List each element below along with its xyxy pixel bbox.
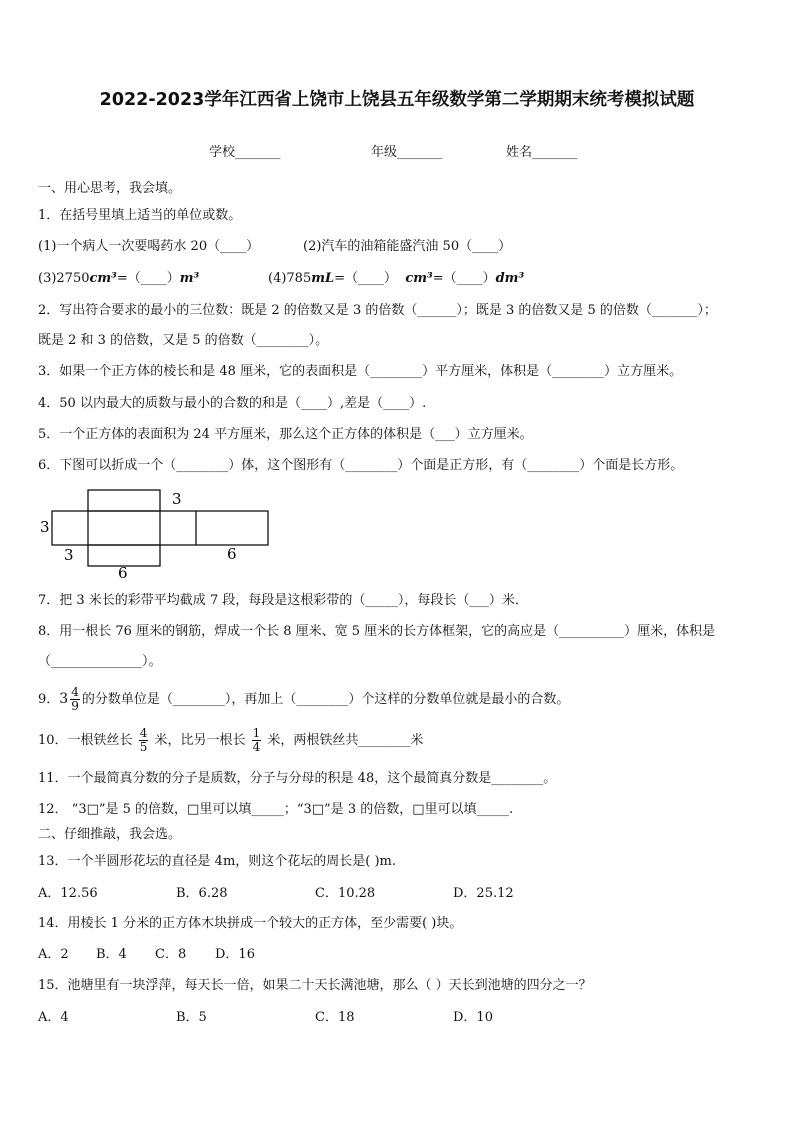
section-1-heading: 一、用心思考，我会填。: [38, 181, 182, 196]
question-1-part-3: (3)2750cm³=（____）m³: [38, 271, 200, 286]
net-label-left: 3: [40, 518, 50, 536]
cuboid-net-diagram: [38, 484, 278, 580]
net-label-bottom-right: 6: [227, 545, 237, 563]
question-13-option-b: B．6.28: [176, 886, 228, 901]
question-15-option-a: A．4: [38, 1010, 69, 1025]
question-1-part-2: (2)汽车的油箱能盛汽油 50（____）: [303, 239, 512, 254]
question-3: 3．如果一个正方体的棱长和是 48 厘米，它的表面积是（________）平方厘米，体积是（________）立方厘米。: [38, 364, 683, 379]
net-label-bottom-left: 3: [64, 546, 74, 564]
question-11: 11．一个最简真分数的分子是质数，分子与分母的积是 48，这个最简真分数是________。: [38, 771, 557, 786]
question-15: 15．池塘里有一块浮萍，每天长一倍，如果二十天长满池塘，那么（ ）天长到池塘的四分之一？: [38, 978, 592, 993]
question-5: 5．一个正方体的表面积为 24 平方厘米，那么这个正方体的体积是（___）立方厘米。: [38, 427, 533, 442]
fraction-1-4: $\frac{1}{4}$: [252, 726, 261, 754]
question-15-option-b: B．5: [176, 1010, 207, 1025]
question-14-option-d: D．16: [215, 947, 255, 962]
question-2-line-1: 2．写出符合要求的最小的三位数：既是 2 的倍数又是 3 的倍数（______）；既是 3 的倍数又是 5 的倍数（_______）；: [38, 303, 717, 318]
question-1: 1．在括号里填上适当的单位或数。: [38, 208, 242, 223]
question-15-option-d: D．10: [453, 1010, 493, 1025]
question-14-option-c: C．8: [155, 947, 187, 962]
question-14-option-a: A．2: [38, 947, 69, 962]
question-13-option-c: C．10.28: [315, 886, 376, 901]
question-9: 9． 3 $\frac{4}{9}$ 的分数单位是（________），再加上（________）个这样的分数单位就是最小的合数。: [38, 684, 570, 713]
page-title: 2022-2023学年江西省上饶市上饶县五年级数学第二学期期末统考模拟试题: [99, 90, 695, 110]
question-1-part-4: (4)785mL=（____） cm³=（____）dm³: [268, 271, 525, 286]
net-top-face: [88, 490, 160, 511]
question-8-line-2: （______________）。: [38, 654, 162, 669]
question-13: 13．一个半圆形花坛的直径是 4m，则这个花坛的周长是( )m.: [38, 854, 397, 869]
question-14: 14．用棱长 1 分米的正方体木块拼成一个较大的正方体，至少需要( )块。: [38, 916, 463, 931]
net-bottom-face: [88, 545, 160, 566]
question-13-option-d: D．25.12: [453, 886, 514, 901]
question-10: 10．一根铁丝长 $\frac{4}{5}$ 米，比另一根长 $\frac{1}{4}$ 米，两根铁丝共________米: [38, 726, 424, 754]
question-6: 6．下图可以折成一个（________）体，这个图形有（________）个面是正方形，有（________）个面是长方形。: [38, 458, 684, 473]
net-label-bottom: 6: [118, 564, 128, 580]
fraction-4-5: $\frac{4}{5}$: [139, 726, 148, 754]
question-15-option-c: C．18: [315, 1010, 355, 1025]
grade-field: 年级_______: [371, 145, 443, 160]
school-field: 学校_______: [209, 145, 281, 160]
question-2-line-2: 既是 2 和 3 的倍数，又是 5 的倍数（________）。: [38, 333, 329, 348]
name-field: 姓名_______: [506, 145, 578, 160]
net-label-top: 3: [172, 490, 182, 508]
question-7: 7．把 3 米长的彩带平均截成 7 段，每段是这根彩带的（_____），每段长（___）米．: [38, 593, 528, 608]
question-1-part-1: (1)一个病人一次要喝药水 20（____）: [38, 239, 260, 254]
mixed-number: 3 $\frac{4}{9}$: [59, 684, 79, 713]
question-8-line-1: 8．用一根长 76 厘米的钢筋，焊成一个长 8 厘米、宽 5 厘米的长方体框架，它的高应是（__________）厘米，体积是: [38, 624, 716, 639]
section-2-heading: 二、仔细推敲，我会选。: [38, 827, 182, 842]
question-4: 4．50 以内最大的质数与最小的合数的和是（____）,差是（____）.: [38, 396, 427, 411]
question-13-option-a: A．12.56: [38, 886, 98, 901]
question-12: 12． “3□”是 5 的倍数，□里可以填_____；“3□”是 3 的倍数，□里可以填_____.: [38, 802, 514, 817]
question-14-option-b: B．4: [96, 947, 127, 962]
